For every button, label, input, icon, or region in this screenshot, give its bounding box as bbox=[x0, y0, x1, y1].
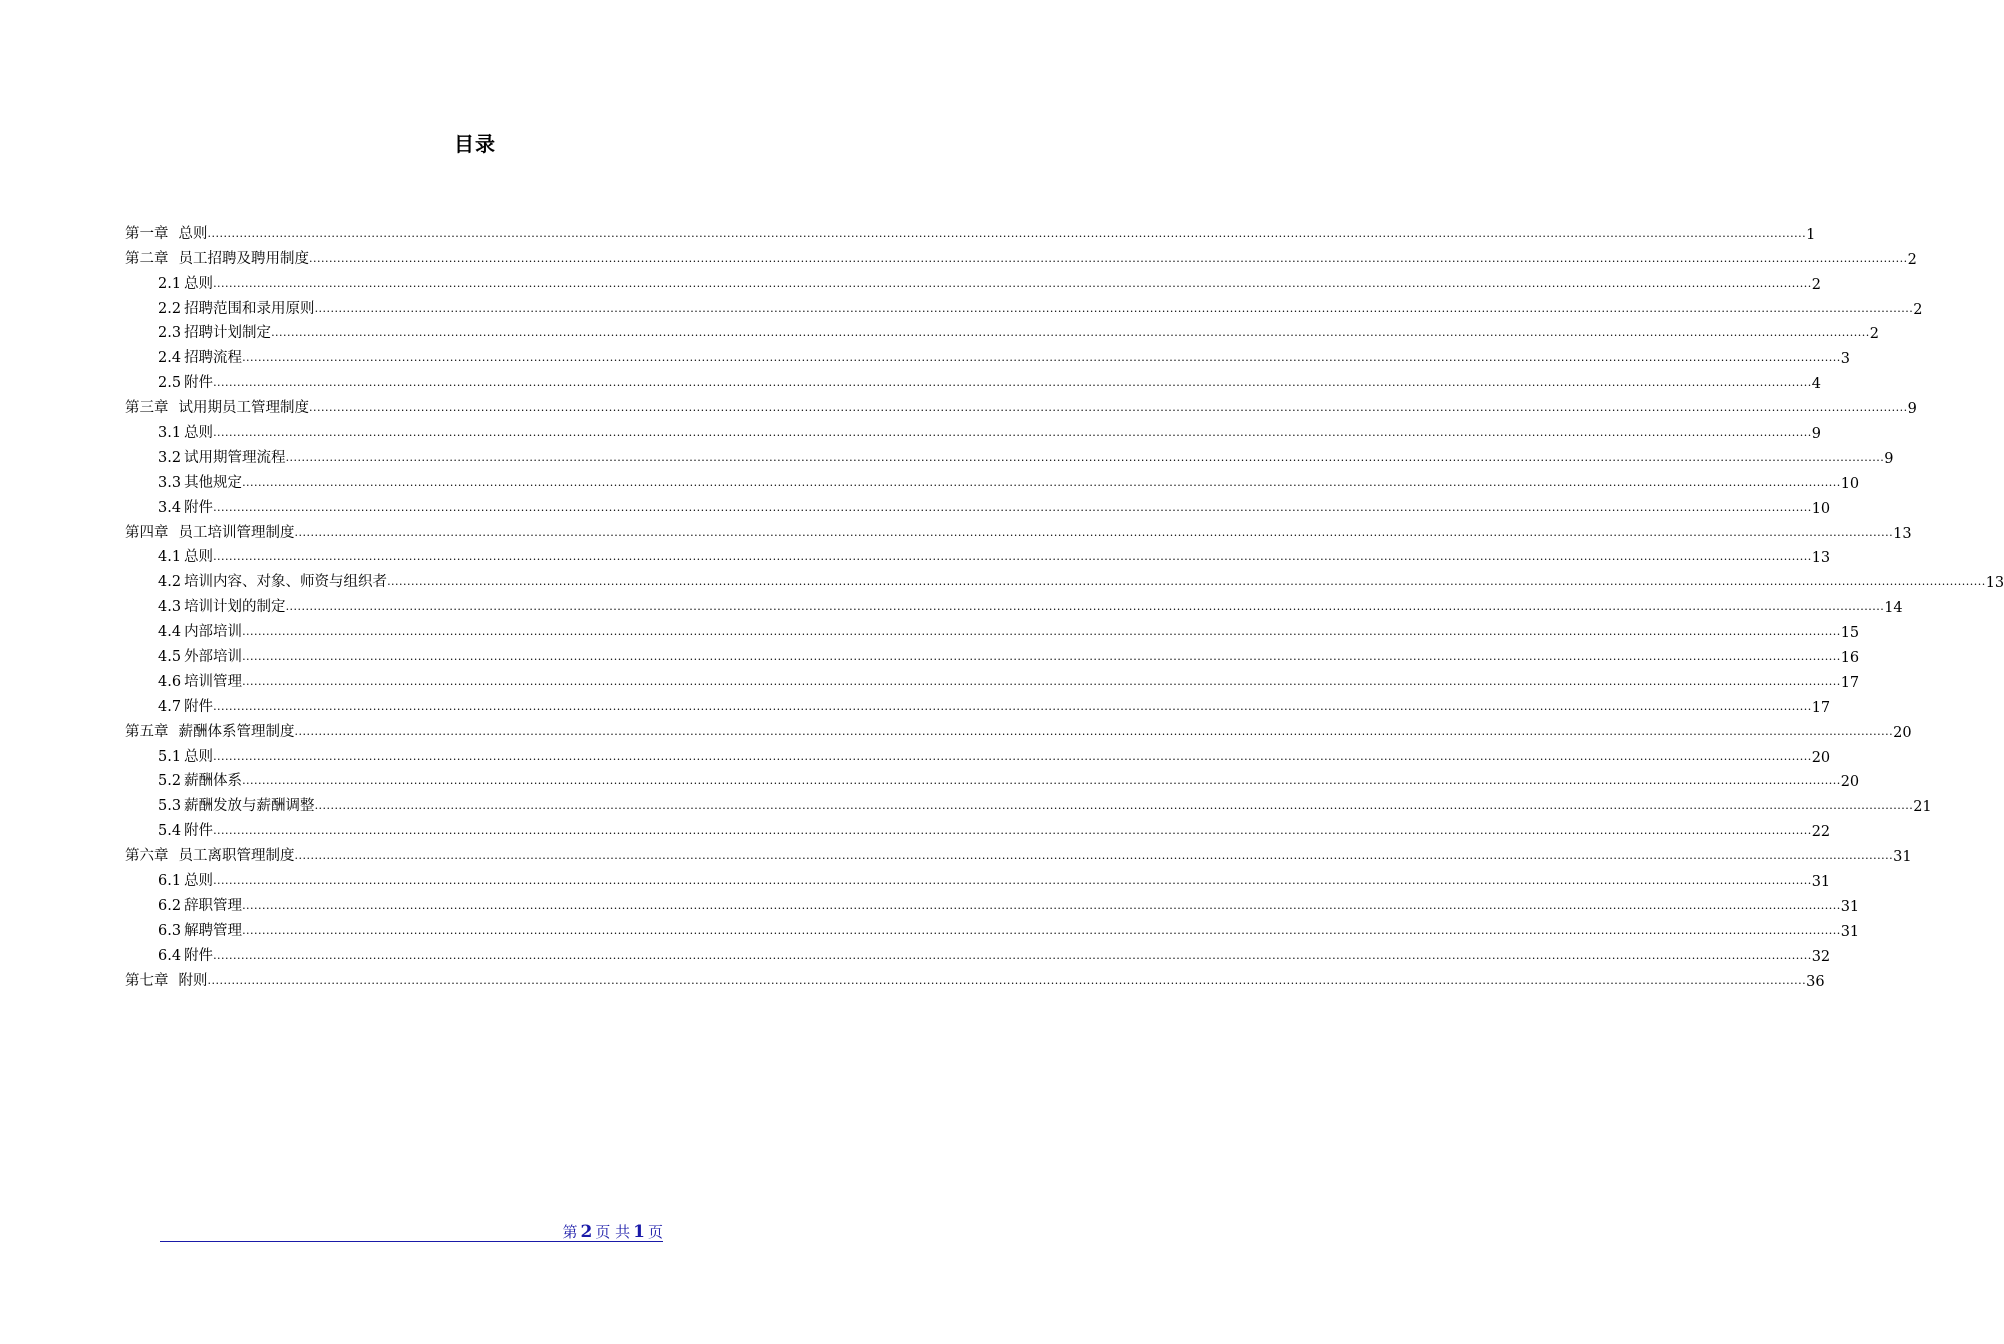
toc-entry-number: 2.5 bbox=[158, 375, 182, 392]
toc-entry-number: 第六章 bbox=[125, 848, 169, 865]
toc-entry-page: 16 bbox=[1840, 650, 1860, 667]
toc-entry-label bbox=[125, 844, 295, 865]
toc-entry-number: 4.1 bbox=[158, 549, 182, 566]
toc-entry[interactable] bbox=[125, 367, 1821, 393]
table-of-contents bbox=[125, 218, 2004, 990]
toc-entry-number: 5.3 bbox=[158, 798, 182, 815]
toc-entry[interactable] bbox=[125, 865, 1831, 891]
toc-entry-label bbox=[158, 794, 315, 815]
toc-dot-leader: ................................................................................................................................................................................................................................................................................................................................................................................................................ bbox=[213, 426, 1812, 440]
toc-entry-label bbox=[125, 720, 295, 741]
toc-entry-text: 薪酬发放与薪酬调整 bbox=[184, 798, 315, 815]
toc-entry-number: 第五章 bbox=[125, 723, 169, 740]
toc-entry-page: 1 bbox=[1806, 226, 1816, 243]
toc-entry-page: 21 bbox=[1913, 799, 1932, 816]
toc-entry-page: 4 bbox=[1811, 376, 1821, 393]
toc-dot-leader: ................................................................................................................................................................................................................................................................................................................................................................................................................ bbox=[285, 450, 1885, 464]
toc-dot-leader: ................................................................................................................................................................................................................................................................................................................................................................................................................ bbox=[242, 774, 1841, 788]
toc-entry-page: 36 bbox=[1806, 973, 1825, 990]
toc-entry[interactable] bbox=[125, 467, 1860, 492]
toc-entry[interactable] bbox=[125, 766, 1860, 791]
toc-entry-text: 试用期管理流程 bbox=[184, 449, 286, 466]
toc-entry-number: 2.4 bbox=[158, 350, 182, 367]
toc-dot-leader: ................................................................................................................................................................................................................................................................................................................................................................................................................ bbox=[213, 948, 1812, 962]
toc-entry-text: 外部培训 bbox=[184, 649, 243, 666]
toc-entry-text: 招聘计划制定 bbox=[184, 325, 272, 342]
toc-entry-page: 20 bbox=[1811, 749, 1831, 766]
toc-dot-leader: ................................................................................................................................................................................................................................................................................................................................................................................................................ bbox=[314, 799, 1914, 813]
toc-dot-leader: ................................................................................................................................................................................................................................................................................................................................................................................................................ bbox=[213, 550, 1812, 564]
toc-entry-page: 22 bbox=[1811, 824, 1831, 841]
toc-entry-text: 薪酬体系 bbox=[184, 773, 243, 790]
toc-entry-page: 9 bbox=[1811, 426, 1821, 443]
toc-entry-number: 3.3 bbox=[158, 474, 182, 491]
toc-entry[interactable] bbox=[125, 218, 1816, 243]
toc-dot-leader: ................................................................................................................................................................................................................................................................................................................................................................................................................ bbox=[294, 849, 1894, 863]
toc-dot-leader: ................................................................................................................................................................................................................................................................................................................................................................................................................ bbox=[242, 475, 1841, 489]
toc-entry[interactable] bbox=[125, 591, 1903, 617]
toc-entry[interactable] bbox=[125, 268, 1821, 293]
toc-entry-text: 总则 bbox=[178, 225, 208, 242]
toc-dot-leader: ................................................................................................................................................................................................................................................................................................................................................................................................................ bbox=[213, 874, 1812, 888]
toc-entry[interactable] bbox=[125, 741, 1831, 766]
toc-entry-label bbox=[158, 371, 213, 392]
page-title: 目录 bbox=[454, 132, 496, 156]
toc-entry-page: 2 bbox=[1907, 251, 1917, 268]
toc-entry-label bbox=[158, 545, 213, 566]
toc-entry[interactable] bbox=[125, 641, 1860, 667]
toc-entry[interactable] bbox=[125, 815, 1831, 841]
footer-suffix: 页 bbox=[647, 1223, 663, 1241]
toc-entry-page: 2 bbox=[1811, 276, 1821, 293]
toc-dot-leader: ................................................................................................................................................................................................................................................................................................................................................................................................................ bbox=[207, 973, 1807, 987]
toc-entry-number: 6.3 bbox=[158, 922, 182, 939]
toc-entry-label bbox=[158, 595, 286, 616]
page-footer bbox=[160, 1221, 663, 1242]
toc-entry-text: 附则 bbox=[178, 972, 208, 989]
toc-entry-text: 总则 bbox=[184, 873, 214, 890]
toc-entry-page: 17 bbox=[1811, 699, 1831, 716]
toc-entry[interactable] bbox=[125, 840, 1912, 866]
toc-entry-text: 解聘管理 bbox=[184, 922, 243, 939]
toc-entry-number: 4.7 bbox=[158, 698, 182, 715]
toc-entry-text: 其他规定 bbox=[184, 474, 243, 491]
toc-entry-number: 3.4 bbox=[158, 499, 182, 516]
toc-entry-number: 4.5 bbox=[158, 649, 182, 666]
toc-entry-label bbox=[158, 869, 213, 890]
toc-entry-number: 3.1 bbox=[158, 425, 182, 442]
toc-entry-label bbox=[158, 321, 271, 342]
toc-entry-page: 20 bbox=[1893, 724, 1912, 741]
toc-entry-label bbox=[158, 272, 213, 293]
toc-dot-leader: ................................................................................................................................................................................................................................................................................................................................................................................................................ bbox=[242, 625, 1841, 639]
toc-entry-page: 31 bbox=[1811, 874, 1831, 891]
toc-entry-text: 薪酬体系管理制度 bbox=[178, 723, 295, 740]
toc-entry-number: 6.2 bbox=[158, 897, 182, 914]
toc-entry[interactable] bbox=[125, 716, 1912, 741]
toc-entry-text: 附件 bbox=[184, 375, 214, 392]
toc-entry-page: 31 bbox=[1893, 849, 1912, 866]
toc-entry[interactable] bbox=[125, 417, 1821, 443]
toc-entry[interactable] bbox=[125, 542, 1831, 567]
toc-entry-text: 试用期员工管理制度 bbox=[178, 400, 309, 417]
toc-entry-label bbox=[158, 894, 242, 915]
toc-dot-leader: ................................................................................................................................................................................................................................................................................................................................................................................................................ bbox=[213, 376, 1812, 390]
toc-entry-label bbox=[158, 645, 242, 666]
toc-entry-page: 13 bbox=[1811, 550, 1831, 567]
toc-entry-text: 招聘流程 bbox=[184, 350, 243, 367]
toc-entry-number: 2.2 bbox=[158, 300, 182, 317]
toc-dot-leader: ................................................................................................................................................................................................................................................................................................................................................................................................................ bbox=[242, 898, 1841, 912]
toc-entry-label bbox=[158, 421, 213, 442]
toc-entry[interactable] bbox=[125, 566, 2004, 592]
toc-dot-leader: ................................................................................................................................................................................................................................................................................................................................................................................................................ bbox=[285, 600, 1885, 614]
toc-dot-leader: ................................................................................................................................................................................................................................................................................................................................................................................................................ bbox=[309, 251, 1908, 265]
toc-dot-leader: ................................................................................................................................................................................................................................................................................................................................................................................................................ bbox=[242, 674, 1841, 688]
toc-entry-number: 6.1 bbox=[158, 873, 182, 890]
toc-entry-page: 9 bbox=[1884, 450, 1894, 467]
toc-entry-text: 培训内容、对象、师资与组织者 bbox=[184, 574, 388, 591]
toc-entry-page: 20 bbox=[1840, 774, 1860, 791]
toc-entry-label bbox=[125, 521, 295, 542]
toc-entry[interactable] bbox=[125, 293, 1923, 318]
toc-entry[interactable] bbox=[125, 666, 1860, 691]
toc-entry-page: 10 bbox=[1811, 500, 1831, 517]
toc-dot-leader: ................................................................................................................................................................................................................................................................................................................................................................................................................ bbox=[294, 525, 1894, 539]
toc-entry-text: 附件 bbox=[184, 947, 214, 964]
toc-entry[interactable] bbox=[125, 492, 1831, 517]
toc-entry-number: 4.6 bbox=[158, 673, 182, 690]
toc-entry-label bbox=[158, 769, 242, 790]
toc-entry-page: 3 bbox=[1840, 351, 1850, 368]
toc-entry-label bbox=[158, 346, 242, 367]
toc-entry-number: 4.4 bbox=[158, 624, 182, 641]
toc-entry-page: 13 bbox=[1893, 525, 1912, 542]
toc-dot-leader: ................................................................................................................................................................................................................................................................................................................................................................................................................ bbox=[242, 923, 1841, 937]
toc-entry[interactable] bbox=[125, 318, 1879, 343]
toc-entry-label bbox=[158, 620, 242, 641]
toc-entry-label bbox=[158, 446, 286, 467]
toc-entry-page: 31 bbox=[1840, 898, 1860, 915]
toc-entry[interactable] bbox=[125, 790, 1932, 816]
toc-entry[interactable] bbox=[125, 691, 1831, 716]
toc-entry-page: 2 bbox=[1913, 301, 1923, 318]
toc-entry-text: 总则 bbox=[184, 748, 214, 765]
toc-entry-text: 招聘范围和录用原则 bbox=[184, 300, 315, 317]
toc-dot-leader: ................................................................................................................................................................................................................................................................................................................................................................................................................ bbox=[309, 401, 1908, 415]
toc-entry-label bbox=[158, 570, 387, 591]
toc-dot-leader: ................................................................................................................................................................................................................................................................................................................................................................................................................ bbox=[213, 824, 1812, 838]
toc-entry-number: 第七章 bbox=[125, 972, 169, 989]
footer-current-page: 2 bbox=[580, 1222, 593, 1242]
toc-dot-leader: ................................................................................................................................................................................................................................................................................................................................................................................................................ bbox=[242, 650, 1841, 664]
toc-entry-number: 5.4 bbox=[158, 823, 182, 840]
toc-entry-number: 2.1 bbox=[158, 275, 182, 292]
toc-entry-label bbox=[158, 297, 315, 318]
toc-entry-number: 第三章 bbox=[125, 400, 169, 417]
toc-entry-number: 4.3 bbox=[158, 599, 182, 616]
toc-entry-label bbox=[125, 247, 309, 268]
toc-entry-text: 辞职管理 bbox=[184, 897, 243, 914]
toc-entry-text: 培训管理 bbox=[184, 673, 243, 690]
toc-entry-text: 附件 bbox=[184, 823, 214, 840]
toc-entry-number: 第四章 bbox=[125, 524, 169, 541]
toc-entry-text: 员工招聘及聘用制度 bbox=[178, 250, 309, 267]
toc-entry[interactable] bbox=[125, 243, 1917, 268]
toc-entry-label bbox=[158, 496, 213, 517]
toc-entry-text: 附件 bbox=[184, 499, 214, 516]
toc-entry-label bbox=[158, 745, 213, 766]
toc-entry-page: 13 bbox=[1985, 575, 2004, 592]
toc-entry-number: 6.4 bbox=[158, 947, 182, 964]
toc-entry[interactable] bbox=[125, 342, 1850, 368]
toc-entry-text: 内部培训 bbox=[184, 624, 243, 641]
toc-entry[interactable] bbox=[125, 616, 1860, 642]
toc-entry-number: 5.2 bbox=[158, 773, 182, 790]
toc-entry-number: 4.2 bbox=[158, 574, 182, 591]
toc-entry-page: 2 bbox=[1869, 326, 1879, 343]
toc-entry-label bbox=[125, 222, 208, 243]
toc-dot-leader: ................................................................................................................................................................................................................................................................................................................................................................................................................ bbox=[213, 276, 1812, 290]
footer-prefix: 第 bbox=[562, 1223, 578, 1241]
toc-entry-text: 员工离职管理制度 bbox=[178, 848, 295, 865]
toc-entry-page: 10 bbox=[1840, 475, 1860, 492]
toc-entry-page: 9 bbox=[1907, 401, 1917, 418]
toc-dot-leader: ................................................................................................................................................................................................................................................................................................................................................................................................................ bbox=[207, 226, 1807, 240]
toc-entry-number: 第二章 bbox=[125, 250, 169, 267]
toc-dot-leader: ................................................................................................................................................................................................................................................................................................................................................................................................................ bbox=[387, 575, 1986, 589]
toc-entry-number: 5.1 bbox=[158, 748, 182, 765]
toc-dot-leader: ................................................................................................................................................................................................................................................................................................................................................................................................................ bbox=[271, 326, 1870, 340]
toc-entry[interactable] bbox=[125, 940, 1831, 965]
toc-entry[interactable] bbox=[125, 442, 1894, 467]
toc-entry-text: 总则 bbox=[184, 549, 214, 566]
toc-entry-label bbox=[125, 969, 208, 990]
toc-dot-leader: ................................................................................................................................................................................................................................................................................................................................................................................................................ bbox=[294, 724, 1894, 738]
toc-dot-leader: ................................................................................................................................................................................................................................................................................................................................................................................................................ bbox=[314, 301, 1914, 315]
footer-middle: 页 共 bbox=[595, 1223, 631, 1241]
toc-entry-page: 15 bbox=[1840, 625, 1860, 642]
toc-entry[interactable] bbox=[125, 392, 1917, 418]
toc-entry-label bbox=[158, 695, 213, 716]
toc-entry-number: 2.3 bbox=[158, 325, 182, 342]
toc-entry[interactable] bbox=[125, 517, 1912, 542]
toc-entry-label bbox=[158, 670, 242, 691]
toc-entry-text: 总则 bbox=[184, 425, 214, 442]
toc-entry-page: 14 bbox=[1884, 600, 1903, 617]
toc-entry-label bbox=[125, 396, 309, 417]
toc-entry-page: 32 bbox=[1811, 948, 1831, 965]
toc-entry[interactable] bbox=[125, 965, 1825, 990]
toc-dot-leader: ................................................................................................................................................................................................................................................................................................................................................................................................................ bbox=[213, 699, 1812, 713]
toc-dot-leader: ................................................................................................................................................................................................................................................................................................................................................................................................................ bbox=[213, 749, 1812, 763]
toc-entry-text: 培训计划的制定 bbox=[184, 599, 286, 616]
footer-total-pages: 1 bbox=[633, 1222, 645, 1242]
toc-entry-label bbox=[158, 944, 213, 965]
toc-dot-leader: ................................................................................................................................................................................................................................................................................................................................................................................................................ bbox=[242, 351, 1841, 365]
toc-entry-text: 员工培训管理制度 bbox=[178, 524, 295, 541]
toc-entry[interactable] bbox=[125, 915, 1860, 940]
toc-entry-number: 第一章 bbox=[125, 225, 169, 242]
toc-entry-page: 17 bbox=[1840, 674, 1860, 691]
toc-entry[interactable] bbox=[125, 890, 1860, 915]
toc-entry-label bbox=[158, 471, 242, 492]
toc-entry-number: 3.2 bbox=[158, 449, 182, 466]
toc-entry-label bbox=[158, 919, 242, 940]
toc-entry-text: 附件 bbox=[184, 698, 214, 715]
toc-entry-label bbox=[158, 819, 213, 840]
toc-entry-text: 总则 bbox=[184, 275, 214, 292]
toc-entry-page: 31 bbox=[1840, 923, 1860, 940]
toc-dot-leader: ................................................................................................................................................................................................................................................................................................................................................................................................................ bbox=[213, 500, 1812, 514]
